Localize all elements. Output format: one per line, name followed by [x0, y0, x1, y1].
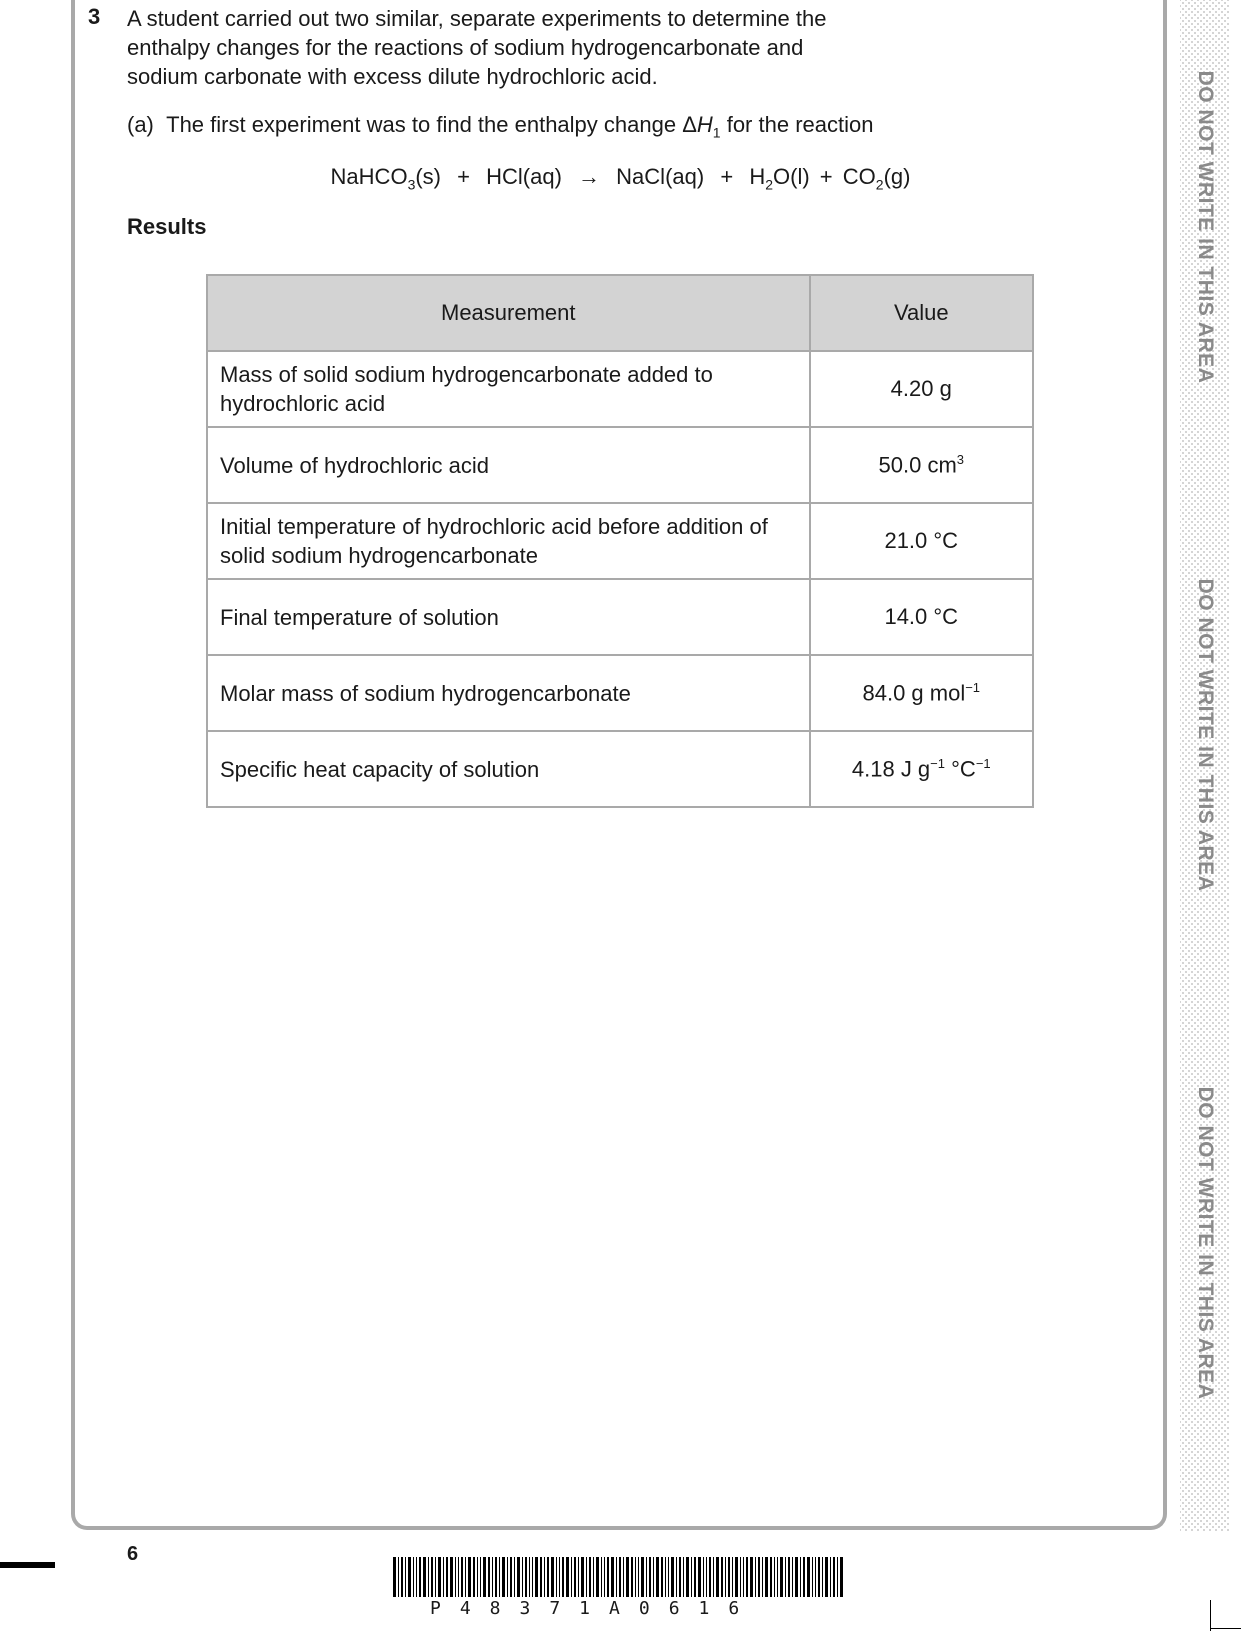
value-cell [810, 579, 1033, 655]
part-a-text [127, 110, 873, 147]
table-row [207, 655, 1033, 731]
table-row [207, 731, 1033, 807]
value-cell [810, 503, 1033, 579]
product-carbon-dioxide [843, 162, 911, 199]
measurement-cell: Initial temperature of hydrochloric acid before addition of solid sodium hydrogencarbonate [207, 503, 810, 579]
value-text: 4.20 g [890, 376, 952, 401]
value-text: 21.0 °C [884, 528, 959, 553]
formula-text: CO [842, 164, 876, 189]
measurement-cell: Final temperature of solution [207, 579, 810, 655]
value-cell [810, 655, 1033, 731]
question-stem-line: enthalpy changes for the reactions of sodium hydrogencarbonate and [127, 35, 804, 60]
plus-sign: + [720, 164, 734, 189]
measurement-cell: Molar mass of sodium hydrogencarbonate [207, 655, 810, 731]
enthalpy-subscript: 1 [712, 124, 721, 141]
measurement-cell: Volume of hydrochloric acid [207, 427, 810, 503]
value-cell [810, 731, 1033, 807]
question-stem-line: A student carried out two similar, separate experiments to determine the [127, 6, 827, 31]
value-text: 14.0 °C [884, 604, 959, 629]
value-superscript: −1 [975, 755, 991, 771]
barcode [393, 1557, 845, 1597]
reaction-arrow: → [578, 164, 601, 189]
margin-warning: DO NOT WRITE IN THIS AREA [1194, 70, 1217, 384]
formula-subscript: 2 [875, 176, 884, 193]
table-row [207, 427, 1033, 503]
value-text-unit: °C [945, 756, 976, 782]
part-a-text-after: for the reaction [720, 112, 874, 137]
margin-warning: DO NOT WRITE IN THIS AREA [1194, 578, 1217, 892]
delta-symbol: Δ [682, 112, 697, 137]
value-cell [810, 351, 1033, 427]
registration-mark [0, 1562, 55, 1568]
value-cell [810, 427, 1033, 503]
header-measurement: Measurement [207, 275, 810, 351]
formula-text: O(l) [773, 164, 810, 189]
formula-subscript: 3 [407, 176, 416, 193]
question-number: 3 [88, 4, 101, 29]
reaction-equation [0, 162, 1241, 199]
part-a-label: (a) [127, 112, 154, 137]
value-superscript: −1 [930, 755, 945, 771]
table-row [207, 351, 1033, 427]
product-nacl: NaCl(aq) [616, 164, 705, 189]
product-water [749, 162, 809, 199]
barcode-number: P48371A0616 [430, 1598, 759, 1619]
formula-text: NaHCO [330, 164, 408, 189]
results-heading: Results [127, 214, 207, 239]
question-stem-line: sodium carbonate with excess dilute hydrochloric acid. [127, 64, 658, 89]
plus-sign: + [457, 164, 470, 189]
crop-mark [1210, 1628, 1241, 1629]
question-stem [127, 4, 947, 91]
crop-mark [1210, 1600, 1211, 1631]
state-symbol: (g) [883, 164, 911, 189]
reactant-hcl: HCl(aq) [486, 164, 562, 189]
results-table [206, 274, 1034, 808]
formula-subscript: 2 [765, 176, 773, 193]
measurement-cell: Mass of solid sodium hydrogencarbonate added to hydrochloric acid [207, 351, 810, 427]
part-a-text-before: The first experiment was to find the enthalpy change [166, 112, 683, 137]
formula-text: H [749, 164, 766, 189]
table-row [207, 579, 1033, 655]
table-header-row [207, 275, 1033, 351]
reactant-sodium-hydrogencarbonate [331, 162, 441, 199]
value-superscript: −1 [965, 679, 981, 695]
header-value: Value [810, 275, 1033, 351]
value-text: 84.0 g mol [862, 680, 966, 706]
value-text: 4.18 J g [851, 756, 931, 782]
enthalpy-symbol: H [696, 112, 713, 137]
table-row [207, 503, 1033, 579]
plus-sign: + [819, 164, 833, 189]
value-superscript: 3 [956, 451, 965, 467]
page-number: 6 [127, 1543, 139, 1565]
state-symbol: (s) [415, 164, 442, 189]
margin-warning: DO NOT WRITE IN THIS AREA [1194, 1086, 1217, 1400]
measurement-cell: Specific heat capacity of solution [207, 731, 810, 807]
value-text: 50.0 cm [878, 452, 957, 478]
